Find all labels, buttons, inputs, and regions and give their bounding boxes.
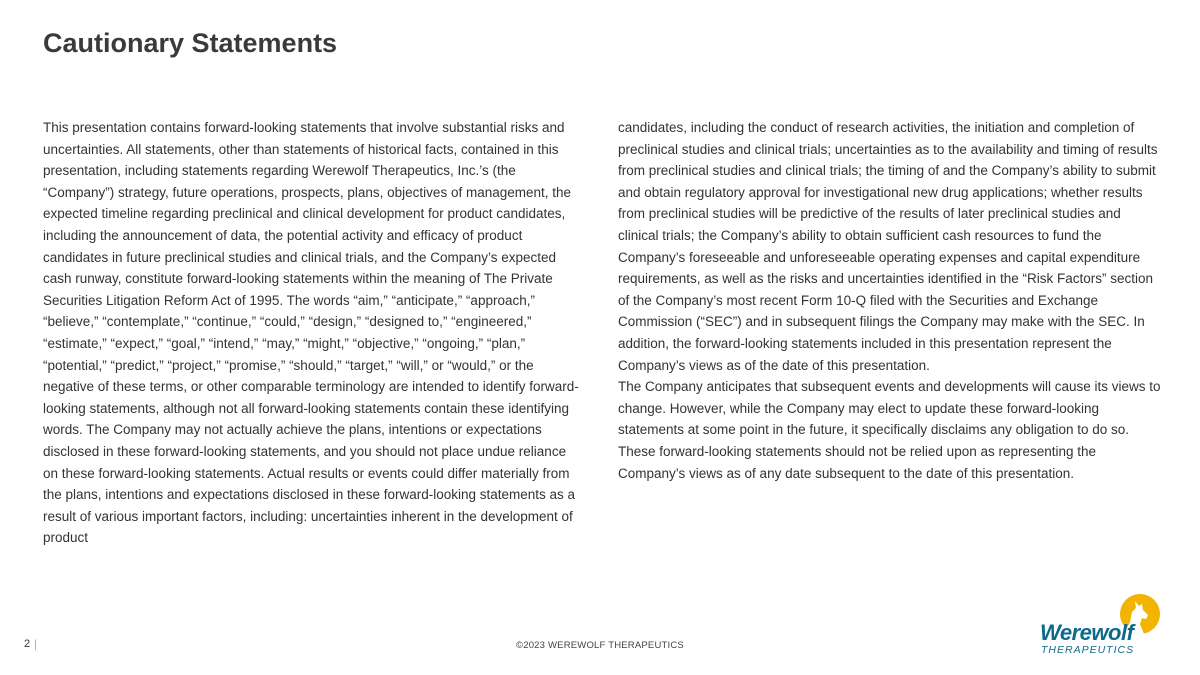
page-title: Cautionary Statements [43, 28, 338, 58]
company-logo [1036, 592, 1166, 658]
footer-copyright: ©2023 WEREWOLF THERAPEUTICS [516, 640, 684, 651]
logo-subtitle: THERAPEUTICS [1041, 644, 1135, 656]
left-paragraph-1: This presentation contains forward-looking statements that involve substantial risks and uncertainties. All statements, other than statements of historical facts, contained in this presentation, including statements regarding Werewolf Therapeutics, Inc.’s (the “Company”) strategy, future operations, prospects, plans, objectives of management, the expected timeline regarding preclinical and clinical development for product candidates, including the announcement of data, the potential activity and efficacy of product candidates in future preclinical studies and clinical trials, and the Company’s expected cash runway, constitute forward-looking statements within the meaning of The Private Securities Litigation Reform Act of 1995. The words “aim,” “anticipate,” “approach,” “believe,” “contemplate,” “continue,” “could,” “design,” “designed to,” “engineered,” “estimate,” “expect,” “goal,” “intend,” “may,” “might,” “objective,” “ongoing,” “plan,” “potential,” “predict,” “project,” “promise,” “should,” “target,” “will,” or “would,” or the negative of these terms, or other comparable terminology are intended to identify forward-looking statements, although not all forward-looking statements contain these identifying words. The Company may not actually achieve the plans, intentions or expectations disclosed in these forward-looking statements, and you should not place undue reliance on these forward-looking statements. Actual results or events could differ materially from the plans, intentions and expectations disclosed in these forward-looking statements as a result of various important factors, including: uncertainties inherent in the development of product [43, 120, 579, 546]
page-number-separator: | [34, 637, 38, 651]
right-paragraph-1: candidates, including the conduct of research activities, the initiation and completion of preclinical studies and clinical trials; uncertainties as to the availability and timing of results from preclinical studies and clinical trials; the timing of and the Company’s ability to submit and obtain regulatory approval for investigational new drug applications; whether results from preclinical studies will be predictive of the results of later preclinical studies and clinical trials; the Company’s ability to obtain sufficient cash resources to fund the Company’s foreseeable and unforeseeable operating expenses and capital expenditure requirements, as well as the risks and uncertainties identified in the “Risk Factors” section of the Company’s most recent Form 10-Q filed with the Securities and Exchange Commission (“SEC”) and in subsequent filings the Company may make with the SEC. In addition, the forward-looking statements included in this presentation represent the Company’s views as of the date of this presentation. [618, 120, 1158, 373]
logo-name: Werewolf [1040, 620, 1134, 645]
left-column [43, 117, 583, 549]
page-number: 2 [24, 638, 31, 650]
right-paragraph-2: The Company anticipates that subsequent events and developments will cause its views to change. However, while the Company may elect to update these forward-looking statements at some point in the future, it specifically disclaims any obligation to do so. These forward-looking statements should not be relied upon as representing the Company’s views as of any date subsequent to the date of this presentation. [618, 379, 1161, 481]
right-column [618, 117, 1163, 484]
